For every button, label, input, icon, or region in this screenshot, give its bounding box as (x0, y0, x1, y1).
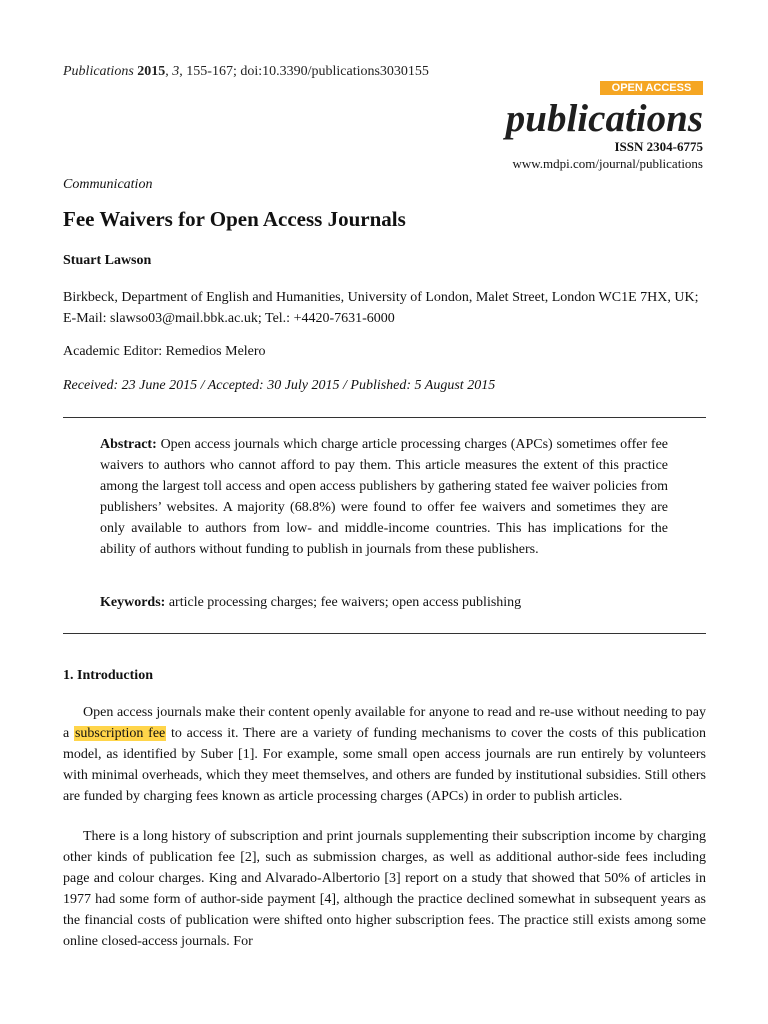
article-type: Communication (63, 177, 153, 192)
paragraph-1-start: Open access journals make their content openly available for anyone to read and re-use without needing to pay a (63, 705, 706, 741)
keywords-label: Keywords: (100, 595, 166, 610)
divider-top (63, 417, 706, 418)
paragraph-1 (63, 702, 706, 807)
article-title: Fee Waivers for Open Access Journals (63, 207, 406, 231)
citation-year: 2015 (137, 64, 166, 79)
publication-dates: Received: 23 June 2015 / Accepted: 30 July 2015 / Published: 5 August 2015 (63, 378, 496, 393)
abstract-text: Open access journals which charge article processing charges (APCs) sometimes offer fee waivers to authors who cannot afford to pay them. This article measures the extent of this practice among the largest toll access and open access publishers by gathering stated fee waiver policies from publishers’ websites. A majority (68.8%) were found to offer fee waivers and sometimes they are only available to authors from low- and middle-income countries. This has implications for the ability of authors without funding to publish in journals from these publishers. (100, 437, 669, 557)
author-affiliation: Birkbeck, Department of English and Humanities, University of London, Malet Street, London WC1E 7HX, UK; E-Mail: slawso03@mail.bbk.ac.uk; Tel.: +4420-7631-6000 (63, 290, 699, 326)
citation-rest: , 155-167; doi:10.3390/publications3030155 (179, 64, 429, 79)
abstract (100, 434, 668, 560)
keywords-text: article processing charges; fee waivers; open access publishing (168, 595, 522, 610)
paragraph-2: There is a long history of subscription and print journals supplementing their subscription income by charging other kinds of publication fee [2], such as submission charges, as well as additional author-side fees including page and colour charges. King and Alvarado-Albertorio [3] report on a study that showed that 50% of articles in 1977 had some form of author-side payment [4], although the practice declined somewhat in subsequent years as the financial costs of publication were shifted onto higher subscription fees. The practice still exists among some online closed-access journals. For (63, 829, 706, 949)
divider-bottom (63, 633, 706, 634)
citation-journal: Publications (63, 64, 134, 79)
academic-editor: Academic Editor: Remedios Melero (63, 344, 266, 359)
paragraph-1-end: to access it. There are a variety of funding mechanisms to cover the costs of this publication model, as identified by Suber [1]. For example, some small open access journals are run entirely by volunteers with minimal overheads, which they meet themselves, and others are funded by institutional subsidies. Still others are funded by charging fees known as article processing charges (APCs) in order to publish articles. (63, 726, 707, 804)
highlighted-text[interactable]: subscription fee (74, 726, 166, 741)
keywords (100, 595, 668, 611)
section-heading: 1. Introduction (63, 668, 153, 683)
citation-line: Publications 2015, 3, 155-167; doi:10.3390/publications3030155 (63, 64, 429, 79)
journal-url[interactable]: www.mdpi.com/journal/publications (512, 156, 703, 171)
author-name: Stuart Lawson (63, 253, 152, 268)
open-access-badge: OPEN ACCESS (600, 81, 703, 95)
issn-label: ISSN 2304-6775 (614, 139, 703, 154)
citation-volume: 3 (172, 64, 180, 79)
abstract-label: Abstract: (100, 437, 157, 452)
journal-logo: publications (505, 97, 703, 140)
